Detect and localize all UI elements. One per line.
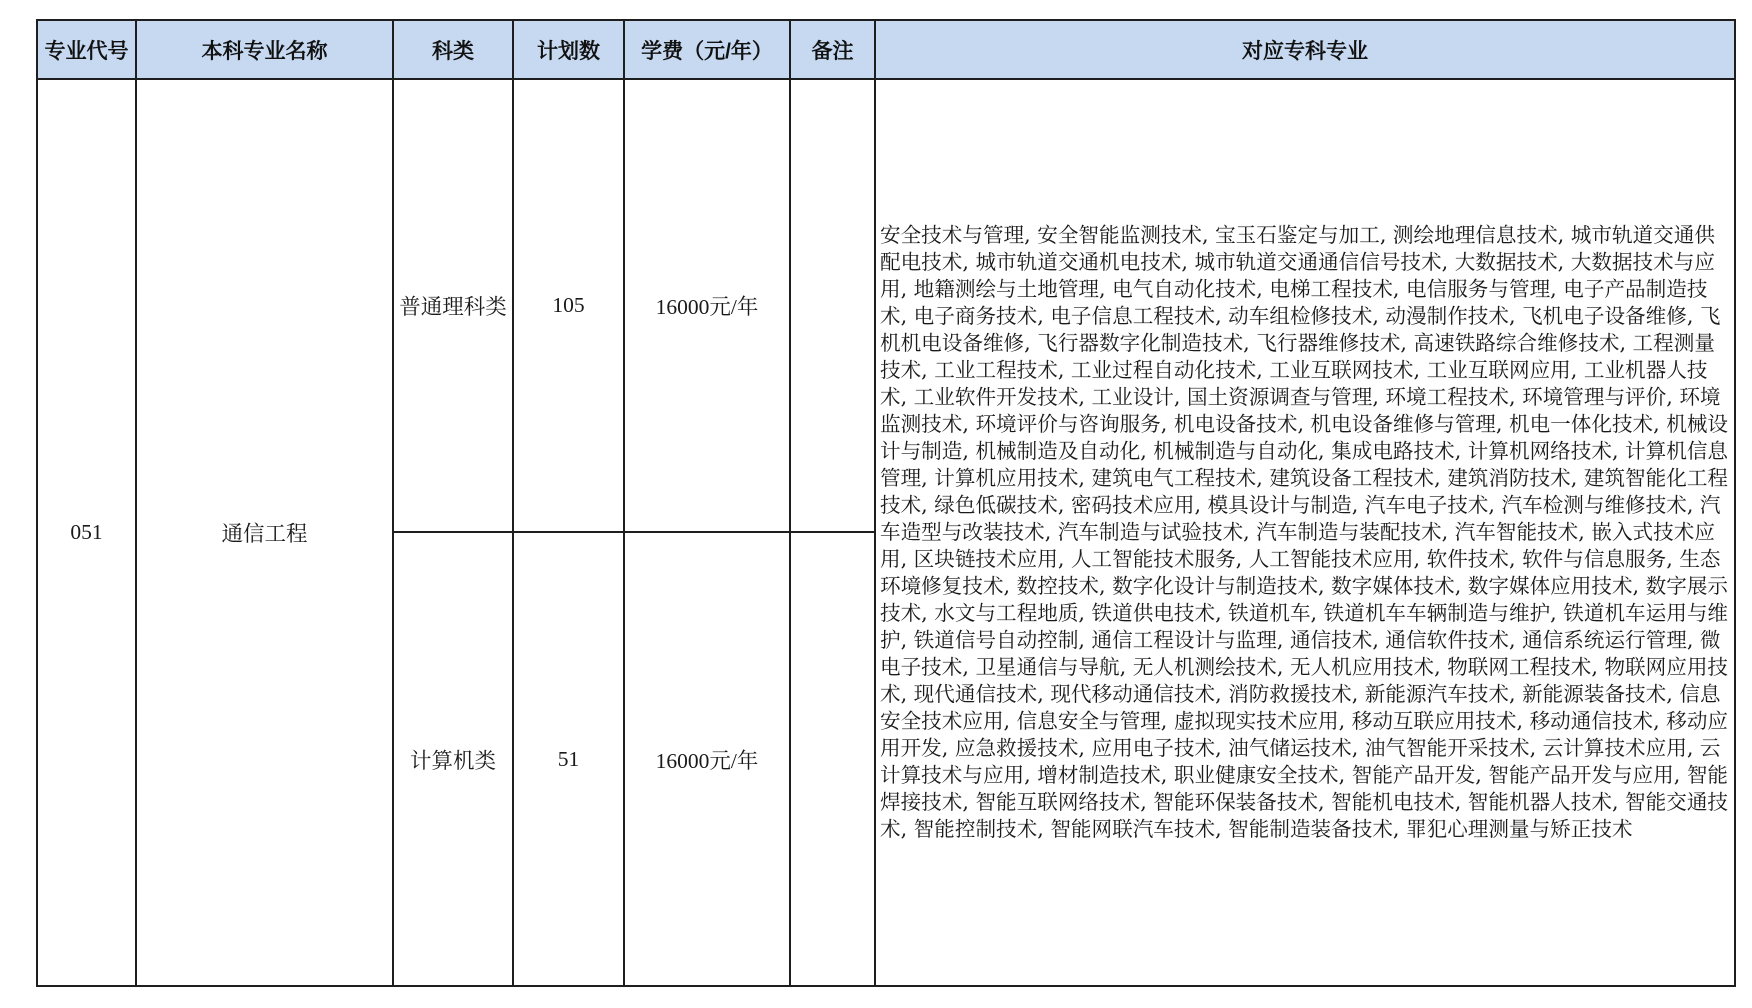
fee-cell: 16000元/年: [625, 80, 791, 533]
related-majors-text: 安全技术与管理, 安全智能监测技术, 宝玉石鉴定与加工, 测绘地理信息技术, 城市轨道交通供配电技术, 城市轨道交通机电技术, 城市轨道交通通信信号技术, 大数据技术, 大数据技术与应用, 地籍测绘与土地管理, 电气自动化技术, 电梯工程技术, 电信服务与管理, 电子产品制造技术, 电子商务技术, 电子信息工程技术, 动车组检修技术, 动漫制作技术, 飞机电子设备维修, 飞机机电设备维修, 飞行器数字化制造技术, 飞行器维修技术, 高速铁路综合维修技术, 工程测量技术, 工业工程技术, 工业过程自动化技术, 工业互联网技术, 工业互联网应用, 工业机器人技术, 工业软件开发技术, 工业设计, 国土资源调查与管理, 环境工程技术, 环境管理与评价, 环境监测技术, 环境评价与咨询服务, 机电设备技术, 机电设备维修与管理, 机电一体化技术, 机械设计与制造, 机械制造及自动化, 机械制造与自动化, 集成电路技术, 计算机网络技术, 计算机信息管理, 计算机应用技术, 建筑电气工程技术, 建筑设备工程技术, 建筑消防技术, 建筑智能化工程技术, 绿色低碳技术, 密码技术应用, 模具设计与制造, 汽车电子技术, 汽车检测与维修技术, 汽车造型与改装技术, 汽车制造与试验技术, 汽车制造与装配技术, 汽车智能技术, 嵌入式技术应用, 区块链技术应用, 人工智能技术服务, 人工智能技术应用, 软件技术, 软件与信息服务, 生态环境修复技术, 数控技术, 数字化设计与制造技术, 数字媒体技术, 数字媒体应用技术, 数字展示技术, 水文与工程地质, 铁道供电技术, 铁道机车, 铁道机车车辆制造与维护, 铁道机车运用与维护, 铁道信号自动控制, 通信工程设计与监理, 通信技术, 通信软件技术, 通信系统运行管理, 微电子技术, 卫星通信与导航, 无人机测绘技术, 无人机应用技术, 物联网工程技术, 物联网应用技术, 现代通信技术, 现代移动通信技术, 消防救援技术, 新能源汽车技术, 新能源装备技术, 信息安全技术应用, 信息安全与管理, 虚拟现实技术应用, 移动互联应用技术, 移动通信技术, 移动应用开发, 应急救援技术, 应用电子技术, 油气储运技术, 油气智能开采技术, 云计算技术应用, 云计算技术与应用, 增材制造技术, 职业健康安全技术, 智能产品开发, 智能产品开发与应用, 智能焊接技术, 智能互联网络技术, 智能环保装备技术, 智能机电技术, 智能机器人技术, 智能交通技术, 智能控制技术, 智能网联汽车技术, 智能制造装备技术, 罪犯心理测量与矫正技术: [880, 223, 1729, 841]
header-note: 备注: [791, 21, 876, 80]
major-name-cell: 通信工程: [137, 80, 394, 987]
header-related-majors: 对应专科专业: [876, 21, 1736, 80]
header-fee: 学费（元/年）: [625, 21, 791, 80]
category-cell: 普通理科类: [394, 80, 514, 533]
related-majors-cell: [876, 80, 1736, 987]
header-plan: 计划数: [514, 21, 625, 80]
fee-cell: 16000元/年: [625, 533, 791, 987]
plan-cell: 105: [514, 80, 625, 533]
category-cell: 计算机类: [394, 533, 514, 987]
major-code-cell: 051: [38, 80, 137, 987]
enrollment-table: [36, 19, 1736, 987]
header-major-name: 本科专业名称: [137, 21, 394, 80]
header-code: 专业代号: [38, 21, 137, 80]
header-category: 科类: [394, 21, 514, 80]
plan-cell: 51: [514, 533, 625, 987]
note-cell: [791, 80, 876, 533]
note-cell: [791, 533, 876, 987]
